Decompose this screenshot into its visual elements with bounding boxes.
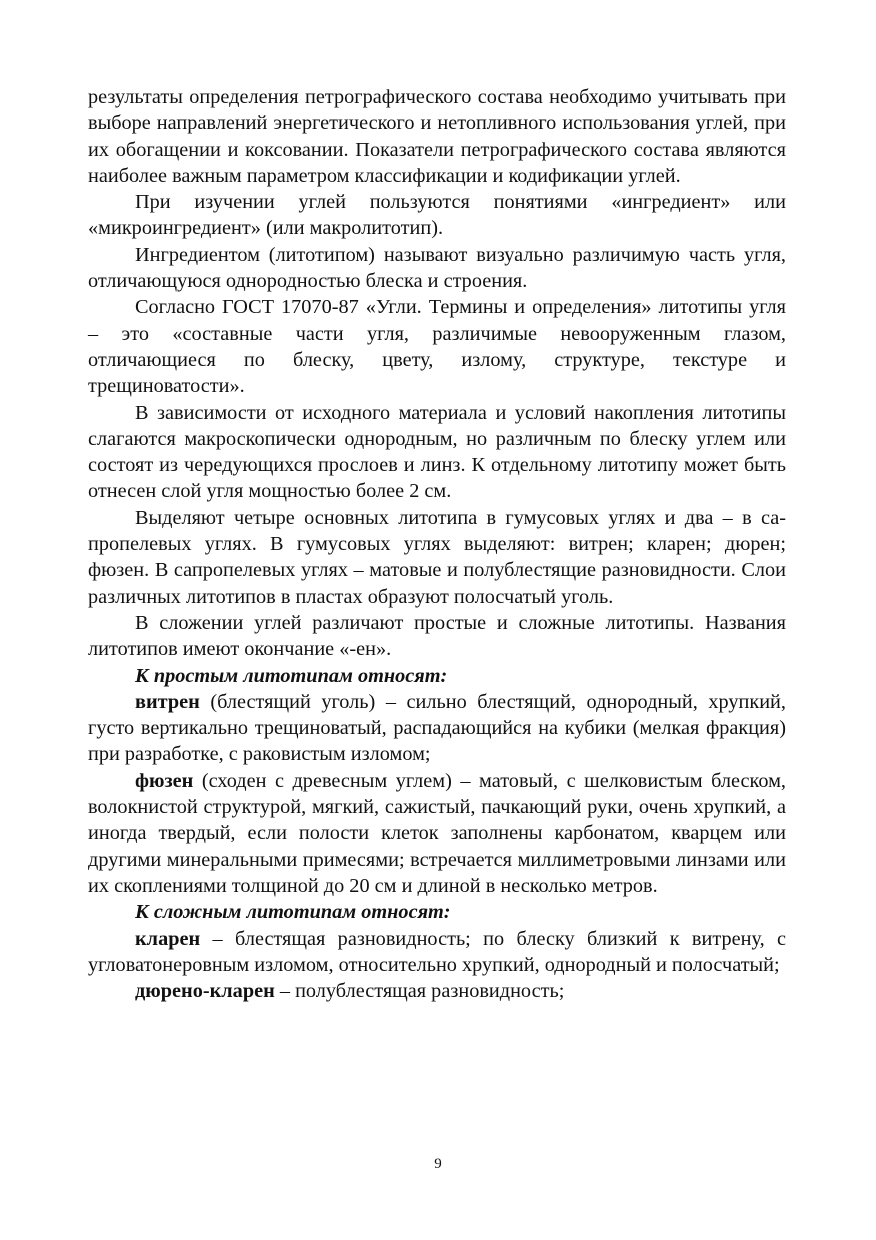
paragraph-gost-definition: Согласно ГОСТ 17070-87 «Угли. Термины и определения» литотипы угля – это «составные части угля, различимые невооруженным глазом, отличающиеся по блеску, цвету, излому, структуре, текстуре и трещиноватости». bbox=[88, 296, 786, 398]
term-duroclarain: дюрено-кларен bbox=[135, 980, 275, 1003]
definition-fusain bbox=[88, 768, 786, 899]
definition-clarain-text: – блестящая разновидность; по блеску близкий к витрену, с угловатонеровным изломом, относительно хрупкий, однородный и полосчатый; bbox=[88, 927, 786, 976]
paragraph-simple-complex: В сложении углей различают простые и сложные литотипы. Названия литотипов имеют окончание «-ен». bbox=[88, 611, 786, 661]
complex-lithotypes-heading: К сложным литотипам относят: bbox=[135, 901, 451, 924]
document-page bbox=[88, 84, 786, 1004]
page-number: 9 bbox=[434, 1156, 442, 1172]
definition-vitrain-text: (блестящий уголь) – сильно блестящий, однородный, хрупкий, густо вертикально трещиноватый, распадающийся на кубики (мелкая фракция) при разработке, с раковистым изломом; bbox=[88, 690, 786, 766]
paragraph-lithotype-formation: В зависимости от исходного материала и условий накопления литотипы слагаются макроскопически однородным, но различным по блеску углем или состоят из чередующихся прослоев и линз. К отдельному литотипу может быть отнесен слой угля мощностью более 2 см. bbox=[88, 401, 786, 503]
definition-clarain bbox=[88, 926, 786, 979]
definition-vitrain bbox=[88, 689, 786, 768]
term-clarain: кларен bbox=[135, 927, 201, 950]
definition-fusain-text: (сходен с древесным углем) – матовый, с шелковистым блеском, волокнистой структурой, мягкий, сажистый, пачкающий руки, очень хрупкий, а иногда твердый, если полости клеток заполнены карбонатом, кварцем или другими минеральными примесями; встречается миллиметровыми линзами или их скоплениями толщиной до 20 см и длиной в несколько метров. bbox=[88, 769, 786, 897]
paragraph-continuation: результаты определения петрографического состава необходимо учитывать при выборе направлений энергетического и нетопливного использования углей, при их обогащении и коксовании. Показатели петрографического состава являются наиболее важным параметром классификации и кодификации углей. bbox=[88, 86, 786, 187]
definition-duroclarain-text: – полублестящая разновидность; bbox=[274, 980, 565, 1003]
term-vitrain: витрен bbox=[135, 690, 200, 713]
simple-lithotypes-heading: К простым литотипам относят: bbox=[135, 664, 448, 687]
paragraph-ingredient-definition: Ингредиентом (литотипом) называют визуально различимую часть угля, отличающуюся однородностью блеска и строения. bbox=[88, 243, 786, 293]
paragraph-ingredient-concepts: При изучении углей пользуются понятиями «ингредиент» или «микроингредиент» (или макролитотип). bbox=[88, 191, 786, 240]
definition-duroclarain bbox=[88, 978, 786, 1004]
term-fusain: фюзен bbox=[135, 769, 194, 792]
paragraph-main-lithotypes: Выделяют четыре основных литотипа в гумусовых углях и два – в сапропелевых углях. В гумусовых углях выделяют: витрен; кларен; дюрен; фюзен. В сапропелевых углях – матовые и полублестящие разновидности. Слои различных литотипов в пластах образуют полосчатый уголь. bbox=[88, 506, 786, 608]
